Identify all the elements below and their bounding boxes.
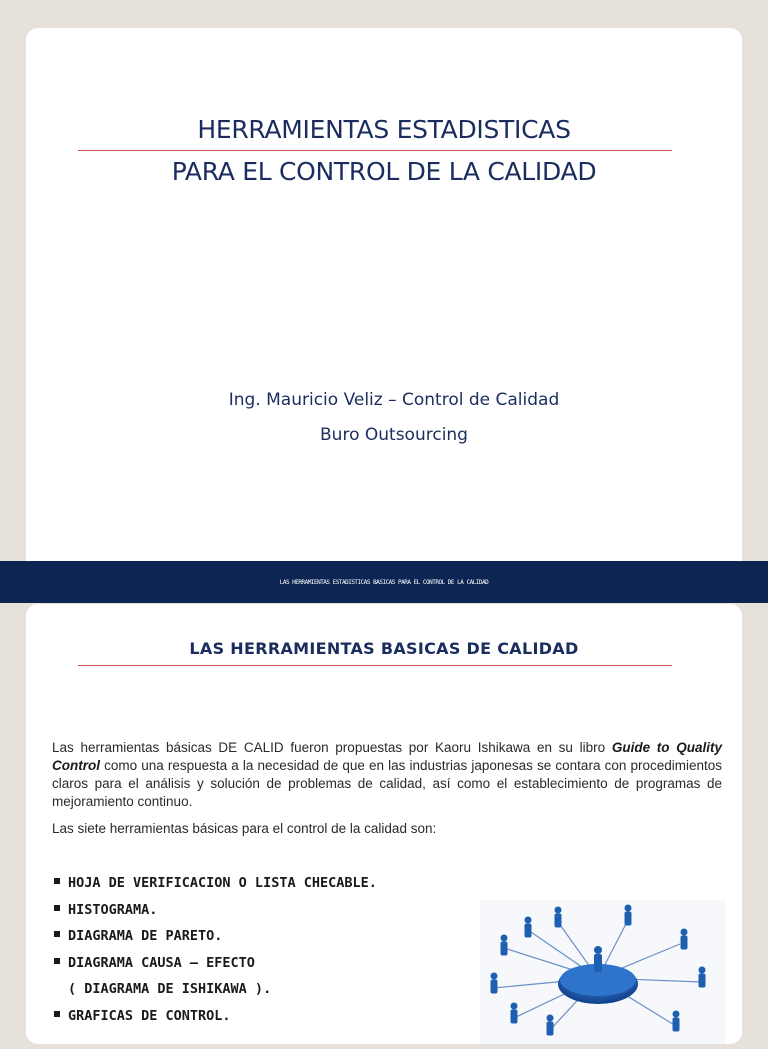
content-slide xyxy=(26,604,742,1044)
list-item: DIAGRAMA CAUSA – EFECTO xyxy=(54,950,494,977)
slide-heading: LAS HERRAMIENTAS BASICAS DE CALIDAD xyxy=(189,639,579,658)
intro-paragraph xyxy=(52,739,722,811)
intro-text-b: como una respuesta a la necesidad de que en las industrias japonesas se contara con procedimientos claros para el análisis y solución de problemas de calidad, así como el establecimiento de programas de mejoramiento continuo. xyxy=(52,758,722,809)
author-line: Ing. Mauricio Veliz – Control de Calidad xyxy=(228,390,560,410)
square-bullet-icon xyxy=(54,958,60,964)
list-item: GRAFICAS DE CONTROL. xyxy=(54,1003,494,1030)
tools-list xyxy=(54,870,494,1029)
list-item: DIAGRAMA DE PARETO. xyxy=(54,923,494,950)
slide-title-line1: HERRAMIENTAS ESTADISTICAS xyxy=(197,115,571,144)
slide-footer-text: LAS HERRAMIENTAS ESTADISTICAS BASICAS PARA EL CONTROL DE LA CALIDAD xyxy=(279,578,489,586)
list-item: HOJA DE VERIFICACION O LISTA CHECABLE. xyxy=(54,870,494,897)
network-people-icon xyxy=(480,900,726,1044)
list-item: HISTOGRAMA. xyxy=(54,897,494,924)
slide-title-line2: PARA EL CONTROL DE LA CALIDAD xyxy=(171,157,597,186)
list-intro: Las siete herramientas básicas para el control de la calidad son: xyxy=(52,821,437,836)
organization-line: Buro Outsourcing xyxy=(320,425,468,445)
square-bullet-icon xyxy=(54,905,60,911)
book-title: Guide to Quality Control xyxy=(52,740,722,773)
slide-footer-band xyxy=(0,561,768,603)
intro-text-a: Las herramientas básicas DE CALID fueron propuestas por Kaoru Ishikawa en su libro xyxy=(52,740,612,755)
network-people-illustration xyxy=(480,900,726,1044)
title-slide xyxy=(26,28,742,586)
list-item: ( DIAGRAMA DE ISHIKAWA ). xyxy=(68,981,272,997)
square-bullet-icon xyxy=(54,1011,60,1017)
square-bullet-icon xyxy=(54,878,60,884)
square-bullet-icon xyxy=(54,931,60,937)
title-divider xyxy=(78,150,672,151)
heading-divider xyxy=(78,665,672,666)
